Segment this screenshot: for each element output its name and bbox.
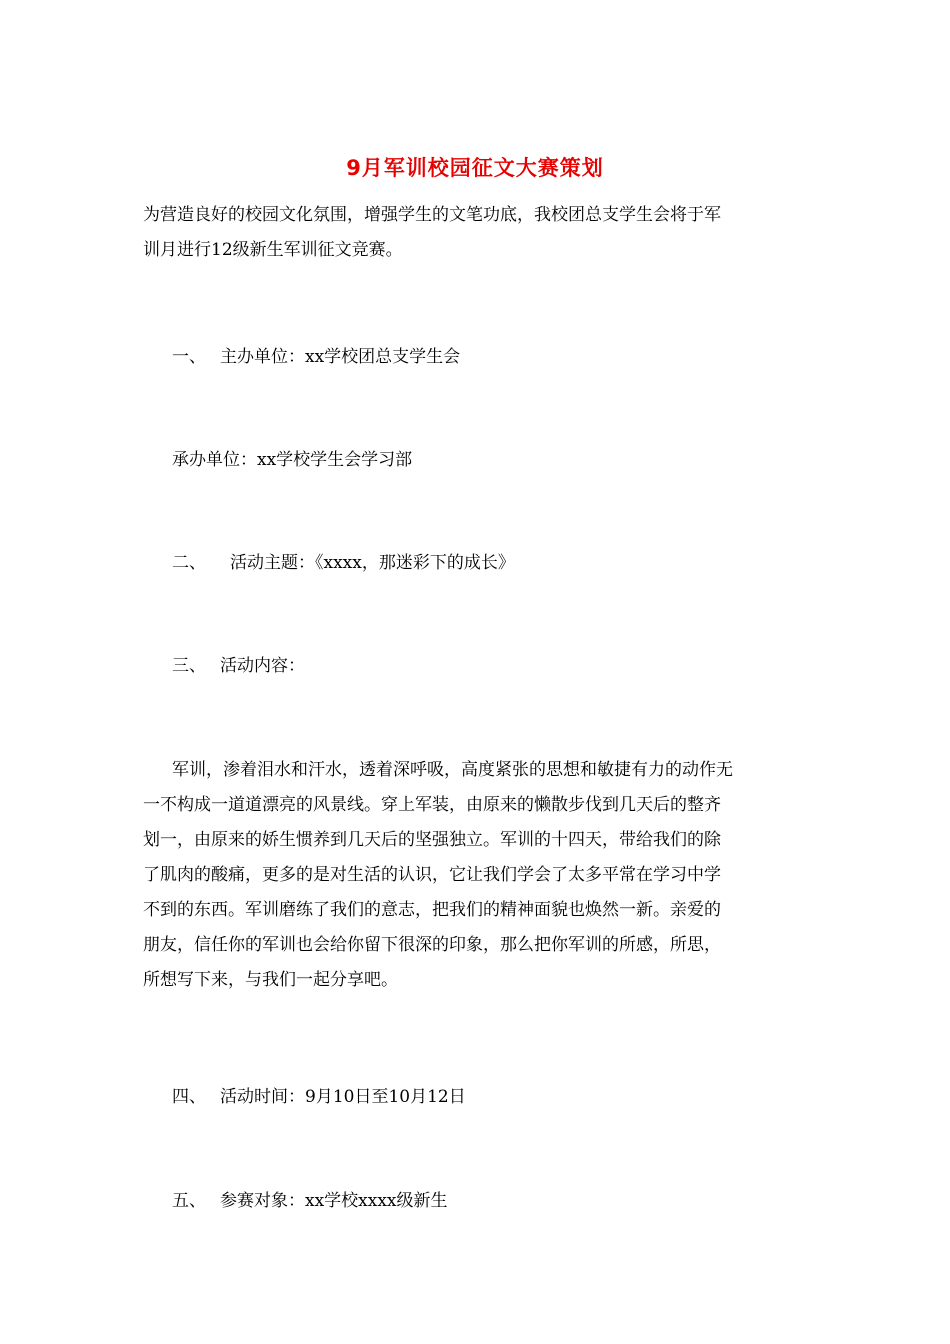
- section-time: [172, 1082, 466, 1107]
- content-line-5: 不到的东西。军训磨练了我们的意志，把我们的精神面貌也焕然一新。亲爱的: [143, 900, 721, 920]
- content-line-7: 所想写下来，与我们一起分享吧。: [143, 970, 398, 990]
- content-line-6: 朋友，信任你的军训也会给你留下很深的印象，那么把你军训的所感，所思，: [143, 935, 721, 955]
- content-line-3: 划一，由原来的娇生惯养到几天后的坚强独立。军训的十四天，带给我们的除: [143, 830, 721, 850]
- section-text: 活动主题：《xxxx，那迷彩下的成长》: [230, 553, 515, 573]
- intro-line-1: 为营造良好的校园文化氛围，增强学生的文笔功底，我校团总支学生会将于军: [143, 205, 721, 225]
- section-number: 四、: [172, 1087, 206, 1107]
- section-number: 一、: [172, 347, 206, 367]
- section-co-organizer: [172, 445, 412, 470]
- intro-line-2: 训月进行12级新生军训征文竞赛。: [143, 240, 403, 260]
- section-number: 二、: [172, 553, 206, 573]
- section-participants: [172, 1186, 448, 1211]
- content-line-1: 军训，渗着泪水和汗水，透着深呼吸，高度紧张的思想和敏捷有力的动作无: [172, 760, 733, 780]
- section-text: 主办单位：xx学校团总支学生会: [220, 347, 461, 367]
- section-number: 五、: [172, 1191, 206, 1211]
- section-text: 活动内容：: [220, 656, 305, 676]
- document-title: 9月军训校园征文大赛策划: [346, 156, 604, 180]
- content-line-4: 了肌肉的酸痛，更多的是对生活的认识，它让我们学会了太多平常在学习中学: [143, 865, 721, 885]
- section-content: [172, 651, 305, 676]
- section-text: 承办单位：xx学校学生会学习部: [172, 450, 413, 470]
- section-text: 活动时间：9月10日至10月12日: [220, 1087, 466, 1107]
- content-line-2: 一不构成一道道漂亮的风景线。穿上军装，由原来的懒散步伐到几天后的整齐: [143, 795, 721, 815]
- section-text: 参赛对象：xx学校xxxx级新生: [220, 1191, 448, 1211]
- section-organizer: [172, 342, 460, 367]
- section-number: 三、: [172, 656, 206, 676]
- section-theme: [172, 548, 515, 573]
